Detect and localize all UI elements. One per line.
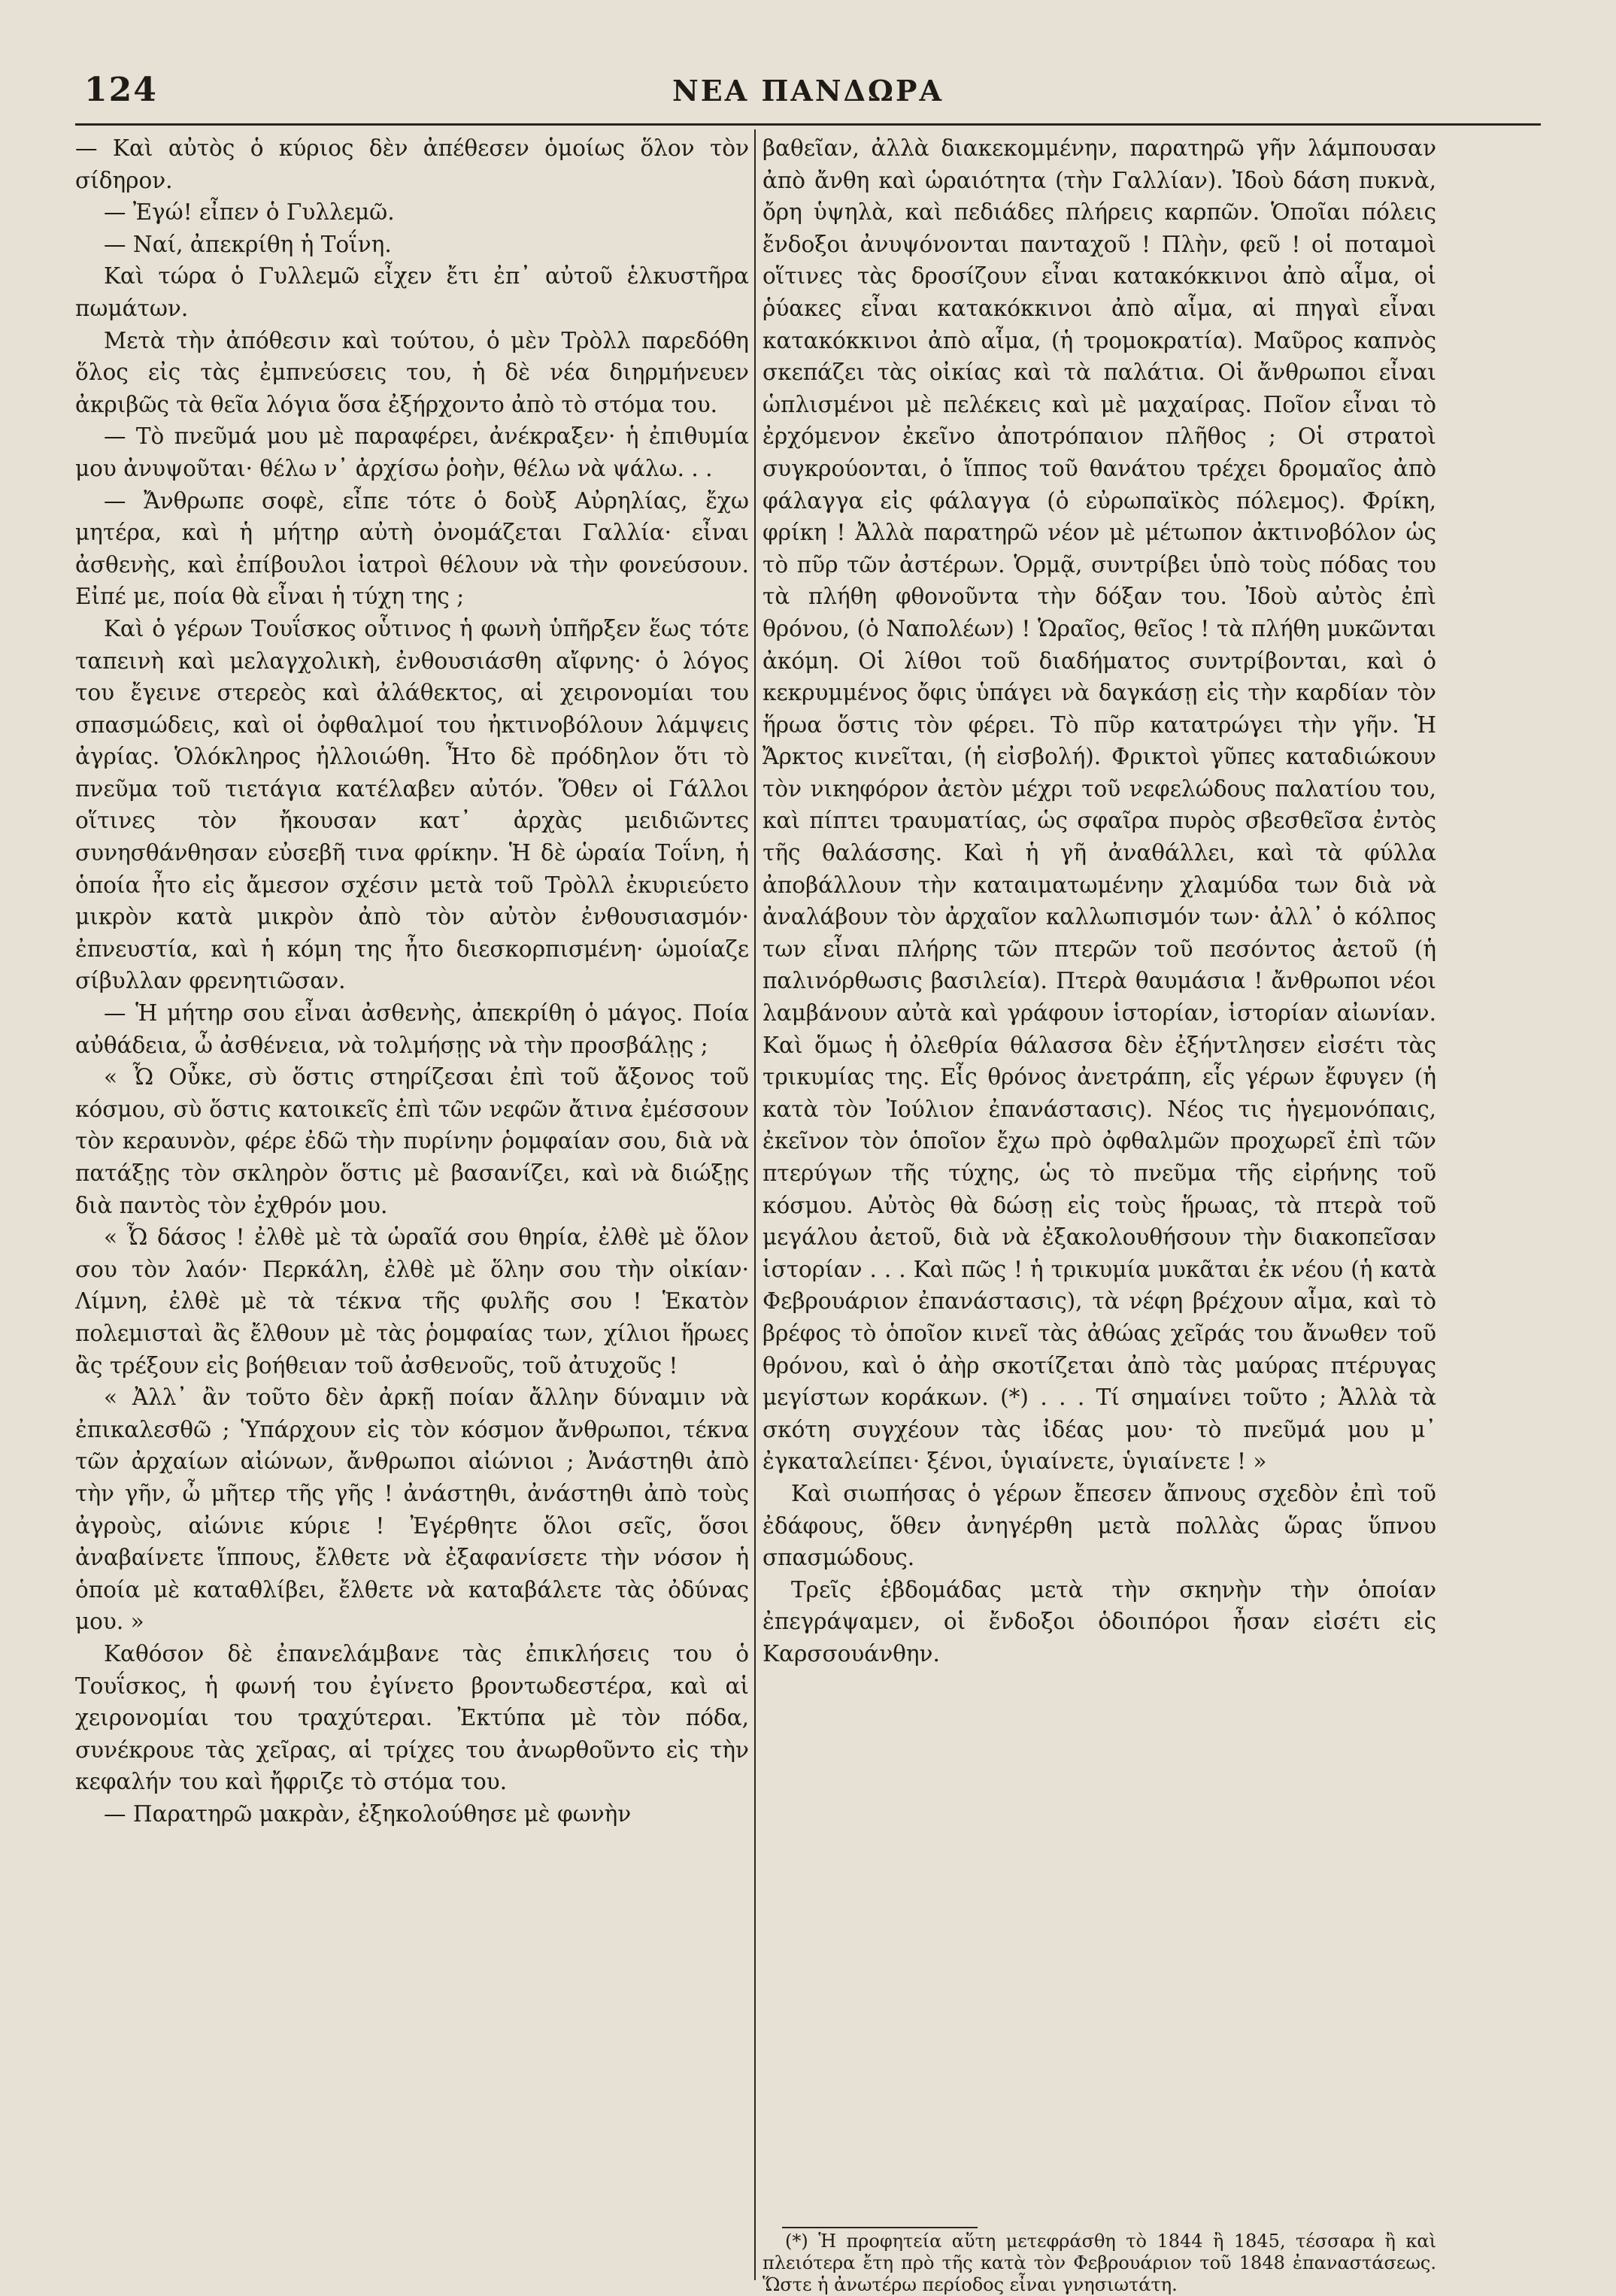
journal-title: ΝΕΑ ΠΑΝΔΩΡΑ (672, 74, 944, 108)
footnote-rule (782, 2227, 978, 2228)
paragraph: — Ἐγώ! εἶπεν ὁ Γυλλεμῶ. (104, 199, 395, 226)
paragraph: « Ἀλλ᾽ ἂν τοῦτο δὲν ἀρκῇ ποίαν ἄλλην δύναμιν νὰ ἐπικαλεσθῶ ; Ὑπάρχουν εἰς τὸν κόσμον ἄνθρωποι, τέκνα τῶν ἀρχαίων αἰώνων, ἄνθρωποι αἰώνιοι ; Ἀνάστηθι ἀπὸ τὴν γῆν, ὦ μῆτερ τῆς γῆς ! ἀνάστηθι, ἀνάστηθι ἀπὸ τοὺς ἀγροὺς, αἰώνιε κύριε ! Ἐγέρθητε ὅλοι σεῖς, ὅσοι ἀναβαίνετε ἵππους, ἔλθετε νὰ ἐξαφανίσετε τὴν νόσον ἡ ὁποία μὲ καταθλίβει, ἔλθετε νὰ καταβάλετε τὰς ὀδύνας μου. » (75, 1385, 749, 1635)
paragraph: — Ναί, ἀπεκρίθη ἡ Τοΐνη. (104, 231, 392, 257)
paragraph: βαθεῖαν, ἀλλὰ διακεκομμένην, παρατηρῶ γῆν λάμπουσαν ἀπὸ ἄνθη καὶ ὡραιότητα (τὴν Γαλλίαν). Ἰδοὺ δάση πυκνὰ, ὄρη ὑψηλὰ, καὶ πεδιάδες πλήρεις καρπῶν. Ὁποῖαι πόλεις ἔνδοξοι ἀνυψόνονται πανταχοῦ ! Πλὴν, φεῦ ! οἱ ποταμοὶ οἵτινες τὰς δροσίζουν εἶναι κατακόκκινοι ἀπὸ αἷμα, οἱ ῥύακες εἶναι κατακόκκινοι ἀπὸ αἷμα, αἱ πηγαὶ εἶναι κατακόκκινοι ἀπὸ αἷμα, (ἡ τρομοκρατία). Μαῦρος καπνὸς σκεπάζει τὰς οἰκίας καὶ τὰ παλάτια. Οἱ ἄνθρωποι εἶναι ὡπλισμένοι μὲ πελέκεις καὶ μὲ μαχαίρας. Ποῖον εἶναι τὸ ἐρχόμενον ἐκεῖνο ἀποτρόπαιον πλῆθος ; Οἱ στρατοὶ συγκρούονται, ὁ ἵππος τοῦ θανάτου τρέχει δρομαῖος ἀπὸ φάλαγγα εἰς φάλαγγα (ὁ εὐρωπαϊκὸς πόλεμος). Φρίκη, φρίκη ! Ἀλλὰ παρατηρῶ νέον μὲ μέτωπον ἀκτινοβόλον ὡς τὸ πῦρ τῶν ἀστέρων. Ὁρμᾷ, συντρίβει ὑπὸ τοὺς πόδας του τὰ πλήθη φθονοῦντα τὴν δόξαν του. Ἰδοὺ αὐτὸς ἐπὶ θρόνου, (ὁ Ναπολέων) ! Ὡραῖος, θεῖος ! τὰ πλήθη μυκῶνται ἀκόμη. Οἱ λίθοι τοῦ διαδήματος συντρίβονται, καὶ ὁ κεκρυμμένος ὄφις ὑπάγει νὰ δαγκάσῃ εἰς τὴν καρδίαν τὸν ἥρωα ὅστις τὸν φέρει. Τὸ πῦρ κατατρώγει τὴν γῆν. Ἡ Ἄρκτος κινεῖται, (ἡ εἰσβολή). Φρικτοὶ γῦπες καταδιώκουν τὸν νικηφόρον ἀετὸν μέχρι τοῦ νεφελώδους παλατίου του, καὶ πίπτει τραυματίας, ὡς σφαῖρα πυρὸς σβεσθεῖσα ἐντὸς τῆς θαλάσσης. Καὶ ἡ γῆ ἀναθάλλει, καὶ τὰ φύλλα ἀποβάλλουν τὴν καταιματωμένην χλαμύδα των διὰ νὰ ἀναλάβουν τὸν ἀρχαῖον καλλωπισμόν των· ἀλλ᾽ ὁ κόλπος των εἶναι πλήρης τῶν πτερῶν τοῦ πεσόντος ἀετοῦ (ἡ παλινόρθωσις βασιλεία). Πτερὰ θαυμάσια ! ἄνθρωποι νέοι λαμβάνουν αὐτὰ καὶ γράφουν ἱστορίαν, ἱστορίαν αἰωνίαν. Καὶ ὅμως ἡ ὀλεθρία θάλασσα δὲν ἐξήντλησεν εἰσέτι τὰς τρικυμίας της. Εἷς θρόνος ἀνετράπη, εἷς γέρων ἔφυγεν (ἡ κατὰ τὸν Ἰούλιον ἐπανάστασις). Νέος τις ἡγεμονόπαις, ἐκεῖνον τὸν ὁποῖον ἔχω πρὸ ὀφθαλμῶν προχωρεῖ ἐπὶ τῶν πτερύγων τῆς τύχης, ὡς τὸ πνεῦμα τῆς εἰρήνης τοῦ κόσμου. Αὐτὸς θὰ δώσῃ εἰς τοὺς ἥρωας, τὰ πτερὰ τοῦ μεγάλου ἀετοῦ, διὰ νὰ ἐξακολουθήσουν τὴν διακοπεῖσαν ἱστορίαν . . . Καὶ πῶς ! ἡ τρικυμία μυκᾶται ἐκ νέου (ἡ κατὰ Φεβρουάριον ἐπανάστασις), τὰ νέφη βρέχουν αἷμα, καὶ τὸ βρέφος τὸ ὁποῖον κινεῖ τὰς ἀθώας χεῖράς του ἄνωθεν τοῦ θρόνου, καὶ ὁ ἀὴρ σκοτίζεται ἀπὸ τὰς μαύρας πτέρυγας μεγίστων κοράκων. (*) . . . Τί σημαίνει τοῦτο ; Ἀλλὰ τὰ σκότη συγχέουν τὰς ἰδέας μου· τὸ πνεῦμά μου μ᾽ ἐγκαταλείπει· ξένοι, ὑγιαίνετε, ὑγιαίνετε ! » (763, 135, 1436, 1475)
page-header (75, 71, 1541, 123)
paragraph: « Ὦ δάσος ! ἐλθὲ μὲ τὰ ὡραῖά σου θηρία, ἐλθὲ μὲ ὅλον σου τὸν λαόν· Περκάλη, ἐλθὲ μὲ ὅλην σου τὴν οἰκίαν· Λίμνη, ἐλθὲ μὲ τὰ τέκνα τῆς φυλῆς σου ! Ἑκατὸν πολεμισταὶ ἂς ἔλθουν μὲ τὰς ῥομφαίας των, χίλιοι ἥρωες ἂς τρέξουν εἰς βοήθειαν τοῦ ἀσθενοῦς, τοῦ ἀτυχοῦς ! (75, 1224, 749, 1379)
paragraph: — Ἡ μήτηρ σου εἶναι ἀσθενὴς, ἀπεκρίθη ὁ μάγος. Ποία αὐθάδεια, ὦ ἀσθένεια, νὰ τολμήσῃς νὰ τὴν προσβάλῃς ; (75, 1000, 749, 1058)
footnote (763, 2231, 1436, 2296)
left-column (75, 132, 749, 2279)
page-number: 124 (84, 71, 158, 109)
paragraph: Καὶ τώρα ὁ Γυλλεμῶ εἶχεν ἔτι ἐπ᾽ αὐτοῦ ἑλκυστῆρα πωμάτων. (75, 263, 749, 321)
paragraph: « Ὦ Οὖκε, σὺ ὅστις στηρίζεσαι ἐπὶ τοῦ ἄξονος τοῦ κόσμου, σὺ ὅστις κατοικεῖς ἐπὶ τῶν νεφῶν ἄτινα ἐμέσσουν τὸν κεραυνὸν, φέρε ἐδῶ τὴν πυρίνην ῥομφαίαν σου, διὰ νὰ πατάξῃς τὸν σκληρὸν ὅστις μὲ βασανίζει, καὶ νὰ διώξῃς διὰ παντὸς τὸν ἐχθρόν μου. (75, 1064, 749, 1218)
paragraph: — Παρατηρῶ μακρὰν, ἐξηκολούθησε μὲ φωνὴν (104, 1800, 632, 1827)
paragraph: Τρεῖς ἑβδομάδας μετὰ τὴν σκηνὴν τὴν ὁποίαν ἐπεγράψαμεν, οἱ ἔνδοξοι ὁδοιπόροι ἦσαν εἰσέτι εἰς Καρσσουάνθην. (763, 1576, 1436, 1667)
paragraph: Καὶ ὁ γέρων Τουΐσκος οὗτινος ἡ φωνὴ ὑπῆρξεν ἕως τότε ταπεινὴ καὶ μελαγχολικὴ, ἐνθουσιάσθη αἴφνης· ὁ λόγος του ἔγεινε στερεὸς καὶ ἀλάθεκτος, αἱ χειρονομίαι του σπασμώδεις, καὶ οἱ ὀφθαλμοί του ἠκτινοβόλουν λάμψεις ἀγρίας. Ὁλόκληρος ἠλλοιώθη. Ἦτο δὲ πρόδηλον ὅτι τὸ πνεῦμα τοῦ τιετάγια κατέλαβεν αὐτόν. Ὅθεν οἱ Γάλλοι οἵτινες τὸν ἤκουσαν κατ᾽ ἀρχὰς μειδιῶντες συνησθάνθησαν εὐσεβῆ τινα φρίκην. Ἡ δὲ ὡραία Τοΐνη, ἡ ὁποία ἦτο εἰς ἄμεσον σχέσιν μετὰ τοῦ Τρὸλλ ἐκυριεύετο μικρὸν κατὰ μικρὸν ἀπὸ τὸν αὐτὸν ἐνθουσιασμόν· ἐπνευστία, καὶ ἡ κόμη της ἦτο διεσκορπισμένη· ὡμοίαζε σίβυλλαν φρενητιῶσαν. (75, 615, 749, 994)
paragraph: Καθόσον δὲ ἐπανελάμβανε τὰς ἐπικλήσεις του ὁ Τουΐσκος, ἡ φωνή του ἐγίνετο βροντωδεστέρα, καὶ αἱ χειρονομίαι του τραχύτεραι. Ἐκτύπα μὲ τὸν πόδα, συνέκρουε τὰς χεῖρας, αἱ τρίχες του ἀνωρθοῦντο εἰς τὴν κεφαλήν του καὶ ἤφριζε τὸ στόμα του. (75, 1640, 749, 1795)
column-divider (754, 129, 756, 2280)
paragraph: Καὶ σιωπήσας ὁ γέρων ἔπεσεν ἄπνους σχεδὸν ἐπὶ τοῦ ἐδάφους, ὅθεν ἀνηγέρθη μετὰ πολλὰς ὥρας ὕπνου σπασμώδους. (763, 1480, 1436, 1571)
paragraph: — Ἄνθρωπε σοφὲ, εἶπε τότε ὁ δοὺξ Αὐρηλίας, ἔχω μητέρα, καὶ ἡ μήτηρ αὐτὴ ὀνομάζεται Γαλλία· εἶναι ἀσθενὴς, καὶ ἐπίβουλοι ἰατροὶ θέλουν νὰ τὴν φονεύσουν. Εἰπέ με, ποία θὰ εἶναι ἡ τύχη της ; (75, 487, 749, 610)
header-rule (75, 123, 1541, 126)
paragraph: — Καὶ αὐτὸς ὁ κύριος δὲν ἀπέθεσεν ὁμοίως ὅλον τὸν σίδηρον. (75, 135, 749, 193)
paragraph: — Τὸ πνεῦμά μου μὲ παραφέρει, ἀνέκραξεν· ἡ ἐπιθυμία μου ἀνυψοῦται· θέλω ν᾽ ἀρχίσω ῥοὴν, θέλω νὰ ψάλω. . . (75, 423, 749, 481)
right-column (763, 132, 1436, 2223)
paragraph: Μετὰ τὴν ἀπόθεσιν καὶ τούτου, ὁ μὲν Τρὸλλ παρεδόθη ὅλος εἰς τὰς ἐμπνεύσεις του, ἡ δὲ νέα διηρμήνευεν ἀκριβῶς τὰ θεῖα λόγια ὅσα ἐξήρχοντο ἀπὸ τὸ στόμα του. (75, 327, 749, 417)
footnote-text: (*) Ἡ προφητεία αὕτη μετεφράσθη τὸ 1844 ἢ 1845, τέσσαρα ἢ καὶ πλειότερα ἔτη πρὸ τῆς κατὰ τὸν Φεβρουάριον τοῦ 1848 ἐπαναστάσεως. Ὥστε ἡ ἀνωτέρω περίοδος εἶναι γνησιωτάτη. (763, 2231, 1436, 2295)
